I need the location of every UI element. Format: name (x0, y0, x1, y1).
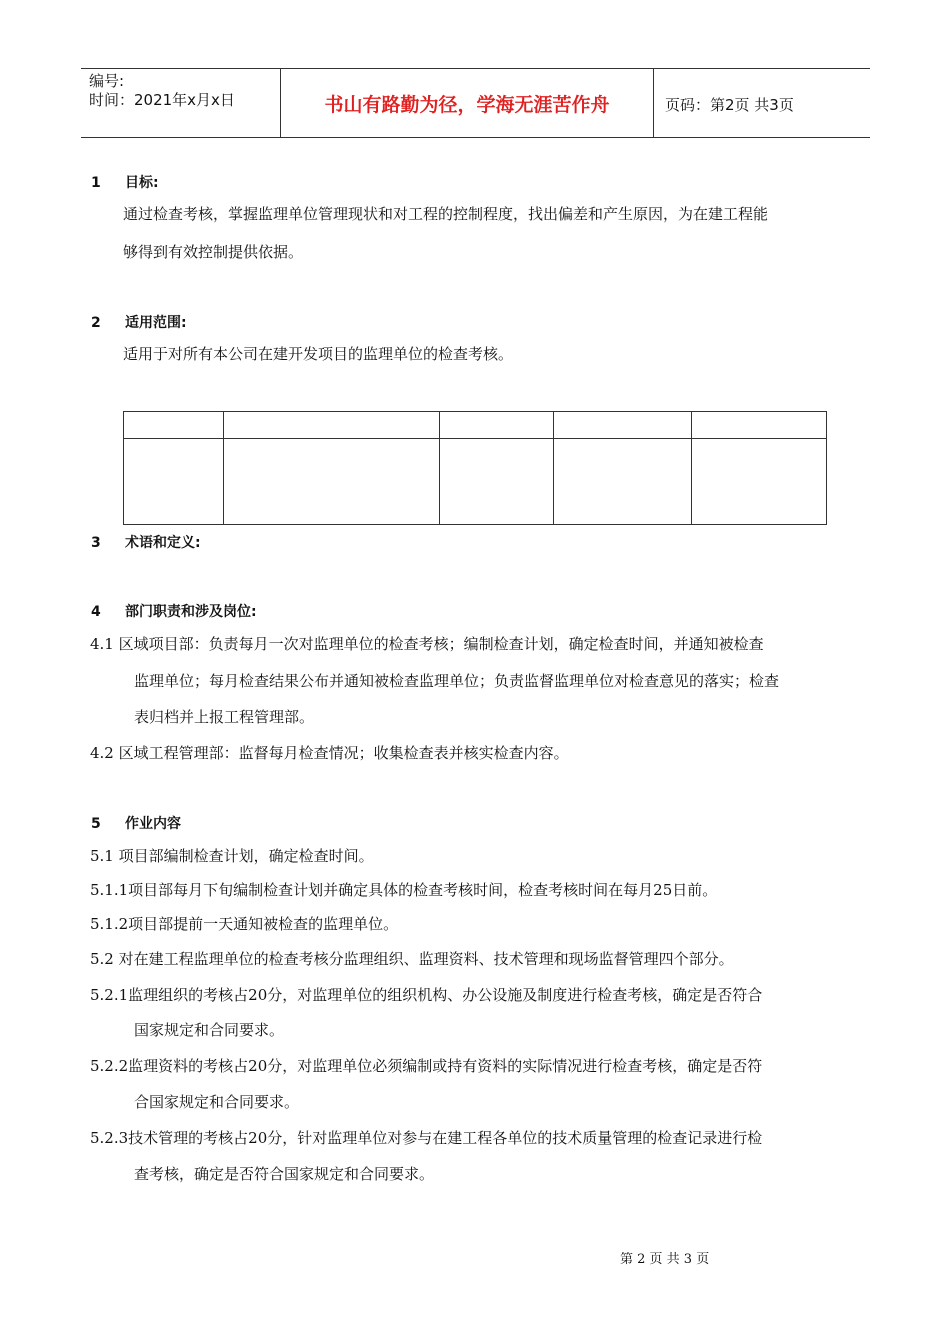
paragraph-line: 国家规定和合同要求。 (134, 1021, 285, 1039)
header-divider (653, 69, 654, 137)
section-heading (91, 601, 257, 621)
section-heading (91, 813, 181, 833)
date-line: 时间：2021年x月x日 (89, 91, 235, 109)
section-title: 作业内容 (125, 816, 181, 832)
section-title: 部门职责和涉及岗位: (125, 604, 257, 620)
paragraph-line: 通过检查考核，掌握监理单位管理现状和对工程的控制程度，找出偏差和产生原因，为在建工程能 (123, 205, 769, 223)
paragraph-line: 表归档并上报工程管理部。 (134, 708, 315, 726)
blank-table (123, 411, 827, 525)
section-title: 适用范围: (125, 315, 187, 331)
paragraph-line: 5.2.3技术管理的考核占20分，针对监理单位对参与在建工程各单位的技术质量管理的检查记录进行检 (90, 1129, 763, 1147)
paragraph-line: 查考核，确定是否符合国家规定和合同要求。 (134, 1165, 435, 1183)
paragraph-line: 5.2.2监理资料的考核占20分，对监理单位必须编制或持有资料的实际情况进行检查考核，确定是否符 (90, 1057, 763, 1075)
paragraph-line: 够得到有效控制提供依据。 (123, 243, 304, 261)
paragraph-line: 5.1.1项目部每月下旬编制检查计划并确定具体的检查考核时间，检查考核时间在每月25日前。 (90, 881, 718, 899)
section-heading (91, 312, 187, 332)
code-label: 编号: (89, 72, 125, 90)
section-number: 1 (91, 175, 101, 191)
table-row-divider (124, 438, 826, 439)
header-left (89, 72, 235, 110)
paragraph-line: 5.2.1监理组织的考核占20分，对监理单位的组织机构、办公设施及制度进行检查考核，确定是否符合 (90, 986, 763, 1004)
paragraph-line: 适用于对所有本公司在建开发项目的监理单位的检查考核。 (123, 345, 514, 363)
section-title: 目标: (125, 175, 159, 191)
header-page-info: 页码：第2页 共3页 (665, 96, 794, 114)
paragraph-line: 合国家规定和合同要求。 (134, 1093, 300, 1111)
table-column-divider (439, 412, 440, 524)
table-column-divider (223, 412, 224, 524)
paragraph-line: 监理单位；每月检查结果公布并通知被检查监理单位；负责监督监理单位对检查意见的落实；检查 (134, 672, 780, 690)
table-column-divider (691, 412, 692, 524)
header-motto: 书山有路勤为径，学海无涯苦作舟 (324, 93, 610, 116)
paragraph-line: 4.2 区域工程管理部：监督每月检查情况；收集检查表并核实检查内容。 (90, 744, 569, 762)
section-number: 5 (91, 816, 101, 832)
section-number: 4 (91, 604, 101, 620)
section-heading (91, 532, 201, 552)
paragraph-line: 5.1 项目部编制检查计划，确定检查时间。 (90, 847, 374, 865)
page-header (81, 68, 870, 138)
section-heading (91, 172, 159, 192)
page-footer: 第 2 页 共 3 页 (620, 1252, 710, 1267)
table-column-divider (553, 412, 554, 524)
section-number: 3 (91, 535, 101, 551)
paragraph-line: 5.2 对在建工程监理单位的检查考核分监理组织、监理资料、技术管理和现场监督管理四个部分。 (90, 950, 734, 968)
section-number: 2 (91, 315, 101, 331)
section-title: 术语和定义: (125, 535, 201, 551)
paragraph-line: 4.1 区域项目部：负责每月一次对监理单位的检查考核；编制检查计划，确定检查时间，并通知被检查 (90, 635, 764, 653)
paragraph-line: 5.1.2项目部提前一天通知被检查的监理单位。 (90, 915, 399, 933)
